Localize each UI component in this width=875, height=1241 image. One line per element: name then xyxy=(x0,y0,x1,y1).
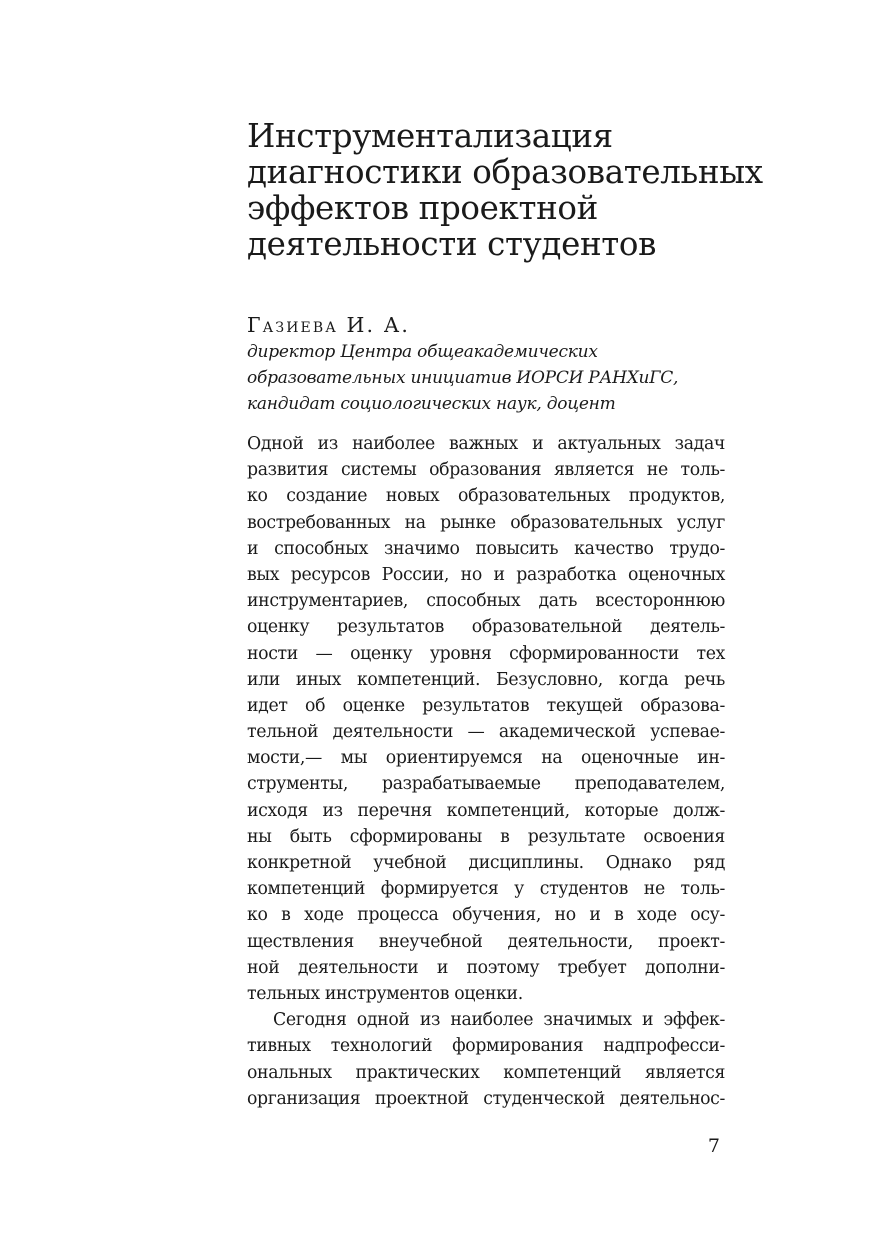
text-line: мости,— мы ориентируемся на оценочные ин- xyxy=(247,748,725,769)
text-line: ко создание новых образовательных продуктов, xyxy=(247,486,725,507)
text-line: организация проектной студенческой деятельнос- xyxy=(247,1088,725,1109)
text-line: и способных значимо повысить качество трудо- xyxy=(247,538,725,559)
text-line: тивных технологий формирования надпрофесси- xyxy=(247,1036,725,1057)
text-line: Одной из наиболее важных и актуальных задач xyxy=(247,434,725,454)
text-line: ональных практических компетенций является xyxy=(247,1062,725,1083)
author-role-line: образовательных инициатив ИОРСИ РАНХиГС, xyxy=(247,368,679,388)
text-line: конкретной учебной дисциплины. Однако ряд xyxy=(247,853,725,873)
text-line: ны быть сформированы в результате освоения xyxy=(247,826,725,847)
text-line: тельной деятельности — академической успевае- xyxy=(247,722,725,743)
text-line: ществления внеучебной деятельности, проект- xyxy=(247,931,725,952)
author-role-line: директор Центра общеакадемических xyxy=(247,342,598,362)
text-line: ной деятельности и поэтому требует дополни- xyxy=(247,957,725,978)
text-line: развития системы образования является не толь- xyxy=(247,460,725,481)
text-line: идет об оценке результатов текущей образова- xyxy=(247,695,725,716)
text-line: оценку результатов образовательной деятель- xyxy=(247,617,725,638)
author-role-line: кандидат социологических наук, доцент xyxy=(247,394,616,414)
text-line: ко в ходе процесса обучения, но и в ходе осу- xyxy=(247,905,725,926)
article-body xyxy=(247,431,725,1112)
text-line: или иных компетенций. Безусловно, когда речь xyxy=(247,669,725,690)
text-line: струменты, разрабатываемые преподавателем, xyxy=(247,774,725,795)
title-line: диагностики образовательных xyxy=(247,153,763,191)
page-number: 7 xyxy=(707,1135,720,1157)
text-line: востребованных на рынке образовательных услуг xyxy=(247,512,725,533)
text-line: Сегодня одной из наиболее значимых и эффек- xyxy=(273,1010,725,1031)
title-line: Инструментализация xyxy=(247,117,613,155)
author-role xyxy=(247,339,767,417)
title-line: деятельности студентов xyxy=(247,225,657,263)
paragraph-1 xyxy=(247,431,725,1007)
text-line: компетенций формируется у студентов не толь- xyxy=(247,879,725,900)
paragraph-2 xyxy=(247,1007,725,1112)
author-name: Газиева И. А. xyxy=(247,313,410,337)
title-line: эффектов проектной xyxy=(247,189,598,227)
text-line: исходя из перечня компетенций, которые долж- xyxy=(247,800,725,821)
text-line: ности — оценку уровня сформированности тех xyxy=(247,643,725,664)
text-line: тельных инструментов оценки. xyxy=(247,983,523,1004)
text-line: вых ресурсов России, но и разработка оценочных xyxy=(247,564,725,585)
author-block xyxy=(247,312,767,417)
text-line: инструментариев, способных дать всестороннюю xyxy=(247,591,725,612)
article-title xyxy=(247,118,767,262)
